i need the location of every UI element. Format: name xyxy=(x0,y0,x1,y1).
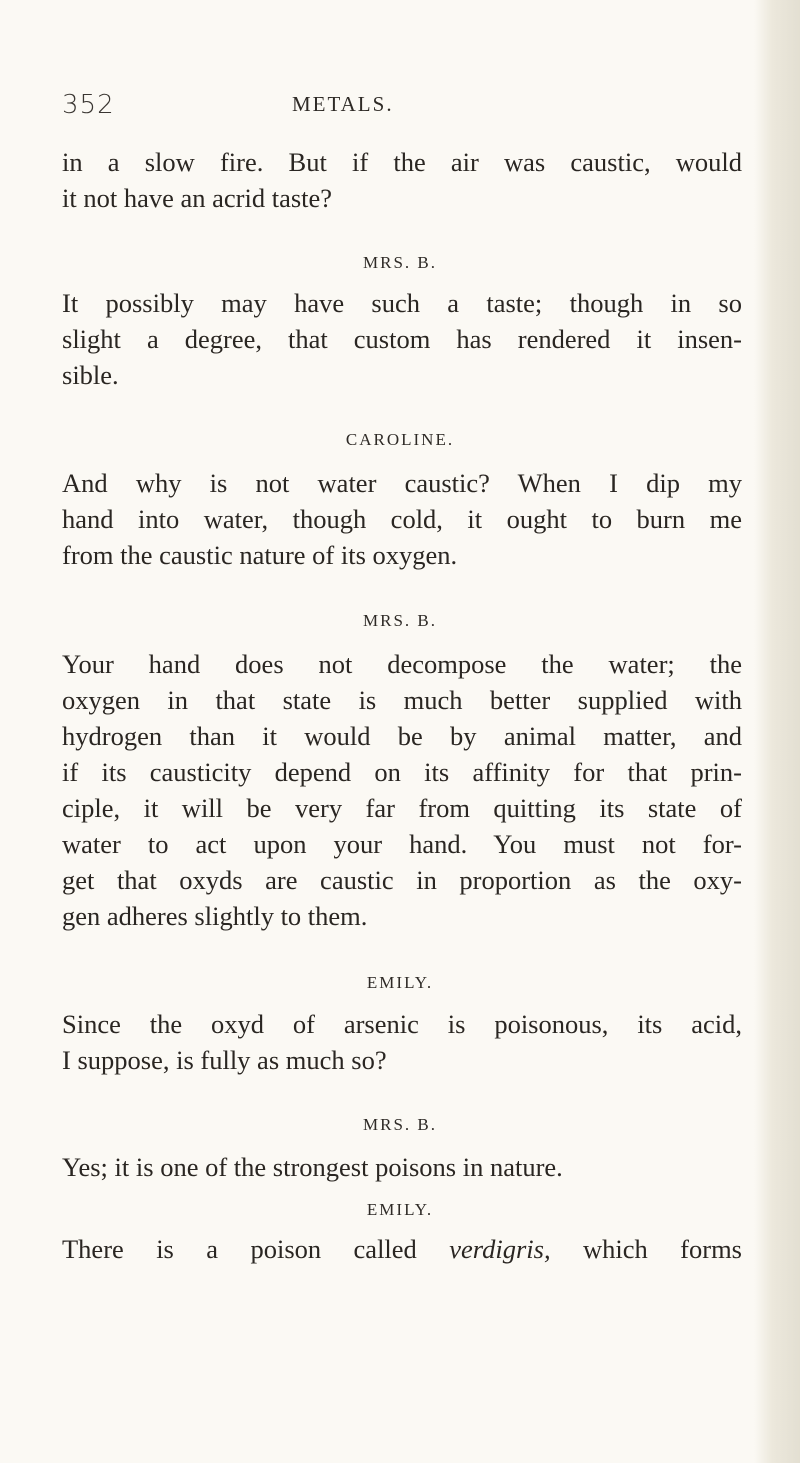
text-line: it not have an acrid taste? xyxy=(62,183,333,213)
paragraph xyxy=(62,285,742,393)
text-line: slight a degree, that custom has rendered it insen- xyxy=(62,324,742,354)
text-line: from the caustic nature of its oxygen. xyxy=(62,540,458,570)
page-edge-shadow xyxy=(754,0,800,1463)
text-line: I suppose, is fully as much so? xyxy=(62,1045,387,1075)
text-line: Since the oxyd of arsenic is poisonous, its acid, xyxy=(62,1009,742,1039)
speaker-label: MRS. B. xyxy=(363,253,437,272)
text-segment: which forms xyxy=(550,1234,742,1264)
paragraph xyxy=(62,1231,742,1267)
running-head xyxy=(62,90,702,120)
paragraph xyxy=(62,646,742,934)
speaker-label: CAROLINE. xyxy=(345,430,455,449)
text-line: hydrogen than it would be by animal matter, and xyxy=(62,721,742,751)
text-line: hand into water, though cold, it ought to burn me xyxy=(62,504,742,534)
text-line: ciple, it will be very far from quitting its state of xyxy=(62,793,742,823)
paragraph xyxy=(62,1149,742,1185)
paragraph xyxy=(62,465,742,573)
italic-term: verdigris, xyxy=(449,1234,551,1264)
speaker-label: EMILY. xyxy=(366,1200,434,1219)
running-title: METALS. xyxy=(292,92,394,116)
text-line: Your hand does not decompose the water; the xyxy=(62,649,742,679)
paragraph xyxy=(62,1006,742,1078)
paragraph xyxy=(62,144,742,216)
text-line: And why is not water caustic? When I dip my xyxy=(62,468,742,498)
text-line: get that oxyds are caustic in proportion as the oxy- xyxy=(62,865,742,895)
speaker-label: EMILY. xyxy=(366,973,434,992)
speaker-label: MRS. B. xyxy=(363,1115,437,1134)
text-line: It possibly may have such a taste; though in so xyxy=(62,288,742,318)
page-number: 352 xyxy=(62,90,115,120)
text-line xyxy=(62,1231,742,1267)
text-line: if its causticity depend on its affinity for that prin- xyxy=(62,757,742,787)
text-line: sible. xyxy=(62,360,119,390)
speaker-label: MRS. B. xyxy=(363,611,437,630)
text-line: gen adheres slightly to them. xyxy=(62,901,368,931)
text-line: water to act upon your hand. You must not for- xyxy=(62,829,742,859)
text-line: in a slow fire. But if the air was caustic, would xyxy=(62,147,742,177)
text-line: Yes; it is one of the strongest poisons in nature. xyxy=(62,1152,563,1182)
text-segment: There is a poison called xyxy=(62,1234,450,1264)
text-line: oxygen in that state is much better supplied with xyxy=(62,685,742,715)
